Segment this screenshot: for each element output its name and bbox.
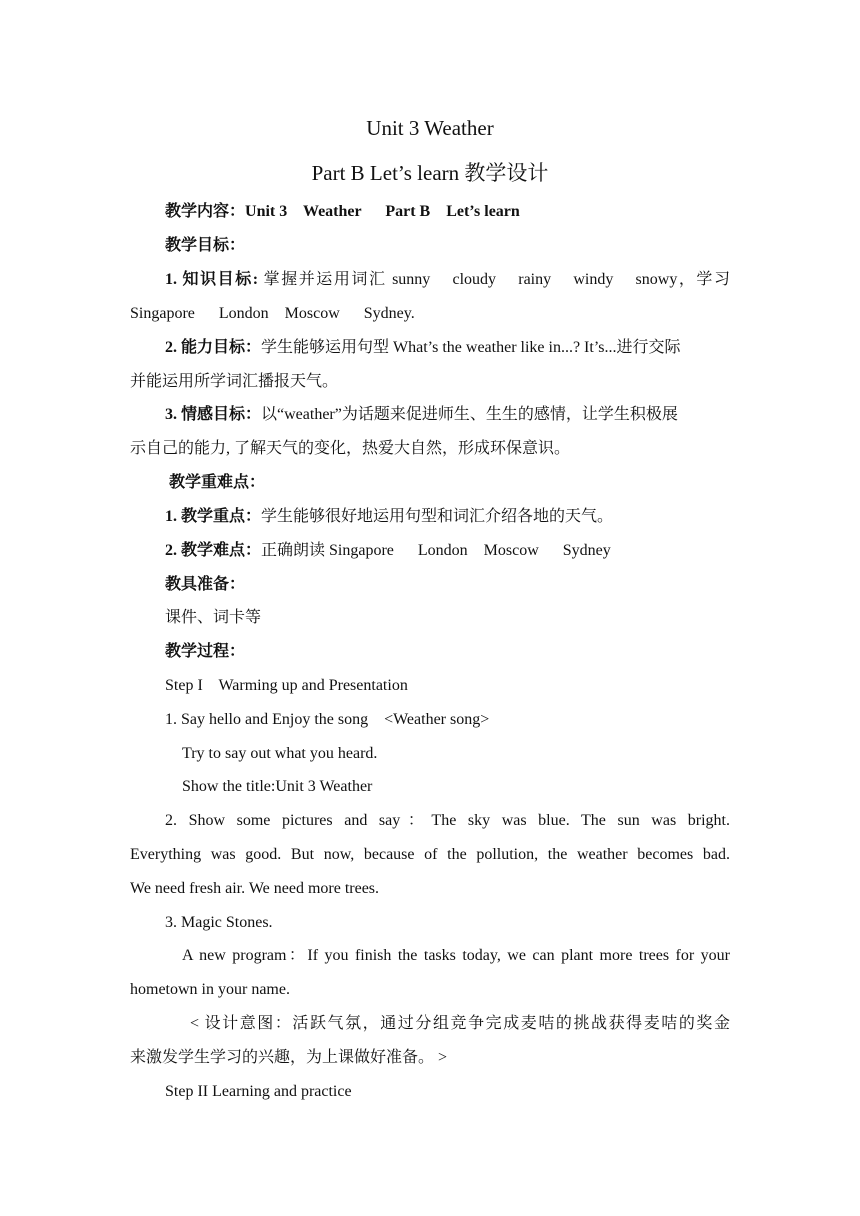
step-1-heading: Step I Warming up and Presentation bbox=[165, 677, 408, 694]
key-point-1-label: 1. 教学重点： bbox=[165, 508, 262, 525]
teaching-content-label: 教学内容： bbox=[165, 203, 246, 220]
process-heading: 教学过程： bbox=[165, 643, 246, 660]
step-1-item-1: 1. Say hello and Enjoy the song <Weather song> bbox=[165, 711, 490, 728]
goal-2-line-2: 并能运用所学词汇播报天气。 bbox=[130, 373, 339, 390]
key-point-1-text: 学生能够很好地运用句型和词汇介绍各地的天气。 bbox=[261, 508, 614, 525]
key-points-heading: 教学重难点： bbox=[169, 474, 266, 491]
design-intent-line-1: < 设计意图：活跃气氛，通过分组竞争完成麦咭的挑战获得麦咭的奖金 bbox=[190, 1015, 730, 1032]
goal-2-line-1 bbox=[165, 338, 730, 358]
goal-1-line-1 bbox=[165, 270, 730, 290]
teaching-content-value: Unit 3 Weather Part B Let’s learn bbox=[245, 203, 520, 220]
goal-1-line-2: Singapore London Moscow Sydney. bbox=[130, 305, 415, 322]
materials-heading: 教具准备： bbox=[165, 576, 246, 593]
step-1-item-2-line-2: Everything was good. But now, because of the pollution, the weather becomes bad. bbox=[130, 846, 730, 863]
goal-1-label: 1. 知识目标: bbox=[165, 271, 259, 288]
step-1-item-2-line-3: We need fresh air. We need more trees. bbox=[130, 880, 380, 897]
program-line-2: hometown in your name. bbox=[130, 981, 290, 998]
key-point-2-label: 2. 教学难点： bbox=[165, 542, 262, 559]
program-line-1: A new program：If you finish the tasks today, we can plant more trees for your bbox=[182, 947, 730, 964]
goal-3-line-2: 示自己的能力, 了解天气的变化，热爱大自然，形成环保意识。 bbox=[130, 440, 571, 457]
page-subtitle: Part B Let’s learn 教学设计 bbox=[311, 161, 549, 185]
teaching-content bbox=[165, 202, 730, 222]
step-2-heading: Step II Learning and practice bbox=[165, 1083, 352, 1100]
step-1-item-3: 3. Magic Stones. bbox=[165, 914, 273, 931]
teaching-goals-heading: 教学目标： bbox=[165, 237, 246, 254]
step-1-item-1a: Try to say out what you heard. bbox=[182, 745, 378, 762]
page-title: Unit 3 Weather bbox=[366, 116, 494, 140]
key-point-2-text: 正确朗读 Singapore London Moscow Sydney bbox=[261, 542, 611, 559]
design-intent-line-2: 来激发学生学习的兴趣，为上课做好准备。 > bbox=[130, 1049, 448, 1066]
step-1-item-2-line-1: 2. Show some pictures and say：The sky was blue. The sun was bright. bbox=[165, 812, 730, 829]
goal-3-label: 3. 情感目标： bbox=[165, 406, 262, 423]
goal-1-text: 掌握并运用词汇 sunny cloudy rainy windy snowy，学习 bbox=[258, 271, 730, 288]
goal-3-text: 以“weather”为话题来促进师生、生生的感情，让学生积极展 bbox=[261, 406, 678, 423]
goal-2-label: 2. 能力目标： bbox=[165, 339, 262, 356]
goal-2-text: 学生能够运用句型 What’s the weather like in...? It’s...进行交际 bbox=[261, 339, 681, 356]
step-1-item-1b: Show the title:Unit 3 Weather bbox=[182, 778, 373, 795]
key-point-2 bbox=[165, 541, 730, 561]
key-point-1 bbox=[165, 507, 730, 527]
materials-text: 课件、词卡等 bbox=[165, 609, 262, 626]
goal-3-line-1 bbox=[165, 405, 730, 425]
